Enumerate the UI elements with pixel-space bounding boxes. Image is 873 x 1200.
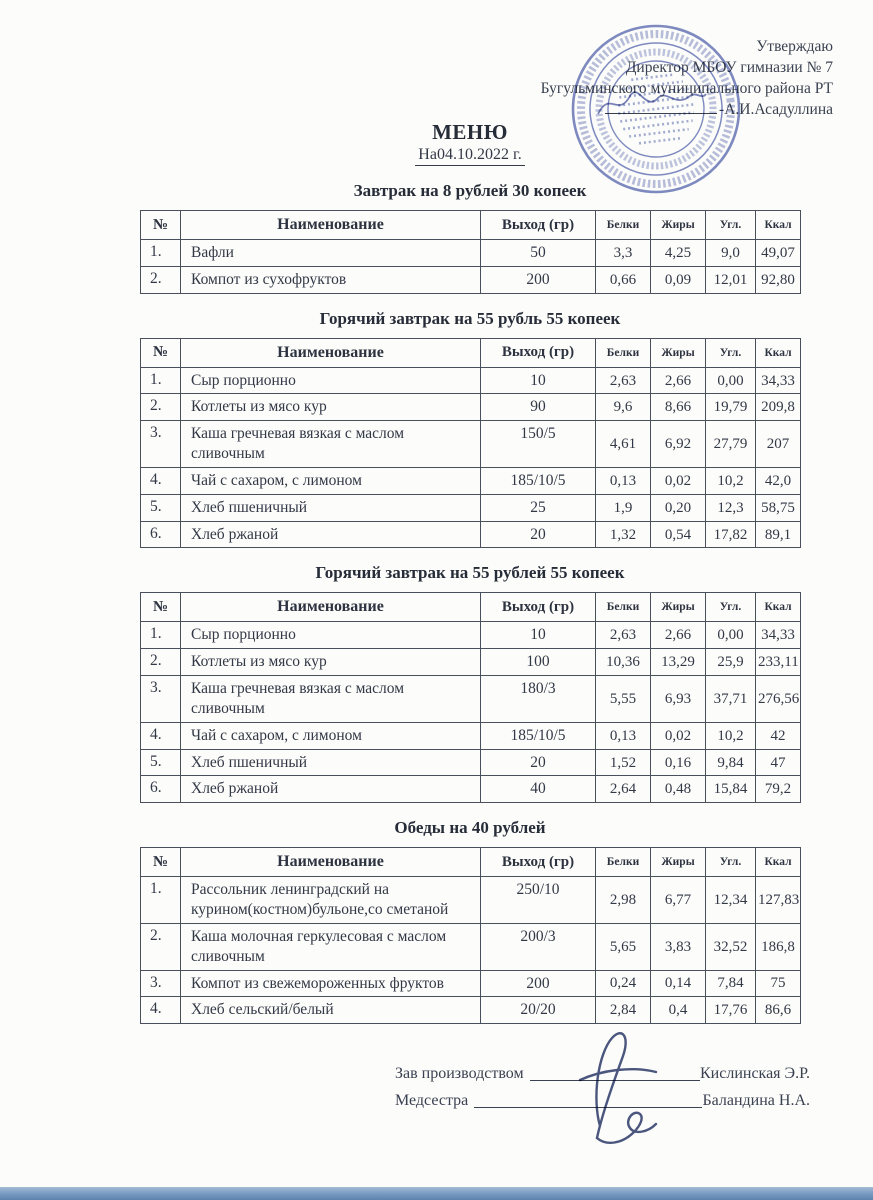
tables-root — [0, 181, 873, 1024]
value-cell: 3. — [141, 970, 181, 997]
value-cell: 4,25 — [651, 240, 706, 267]
value-cell: 7,84 — [706, 970, 756, 997]
value-cell: 19,79 — [706, 394, 756, 421]
table-row — [141, 266, 801, 293]
menu-table — [140, 210, 801, 294]
value-cell: 34,33 — [756, 622, 801, 649]
value-cell: 4,61 — [596, 421, 651, 468]
value-cell: 17,82 — [706, 521, 756, 548]
signature-underline — [605, 100, 717, 114]
scan-edge-strip — [0, 1187, 873, 1200]
value-cell: 49,07 — [756, 240, 801, 267]
value-cell: 6,93 — [651, 676, 706, 723]
value-cell: 40 — [481, 776, 596, 803]
value-cell: 75 — [756, 970, 801, 997]
value-cell: 92,80 — [756, 266, 801, 293]
menu-date — [140, 146, 800, 166]
production-manager-name: Кислинская Э.Р. — [700, 1065, 810, 1083]
column-header: Угл. — [706, 211, 756, 240]
column-header: Наименование — [181, 338, 481, 367]
dish-name-cell: Котлеты из мясо кур — [181, 394, 481, 421]
column-header: № — [141, 338, 181, 367]
dish-name-cell: Компот из свежемороженных фруктов — [181, 970, 481, 997]
table-row — [141, 367, 801, 394]
value-cell: 10 — [481, 367, 596, 394]
value-cell: 1. — [141, 877, 181, 924]
value-cell: 79,2 — [756, 776, 801, 803]
column-header: Белки — [596, 848, 651, 877]
value-cell: 200/3 — [481, 923, 596, 970]
column-header: Выход (гр) — [481, 211, 596, 240]
value-cell: 20 — [481, 749, 596, 776]
value-cell: 185/10/5 — [481, 467, 596, 494]
menu-table-section — [0, 181, 873, 294]
value-cell: 5,65 — [596, 923, 651, 970]
column-header: Жиры — [651, 848, 706, 877]
dish-name-cell: Хлеб ржаной — [181, 776, 481, 803]
table-row — [141, 676, 801, 723]
value-cell: 0,66 — [596, 266, 651, 293]
table-title: Завтрак на 8 рублей 30 копеек — [353, 181, 587, 200]
value-cell: 9,84 — [706, 749, 756, 776]
value-cell: 12,3 — [706, 494, 756, 521]
dish-name-cell: Хлеб пшеничный — [181, 494, 481, 521]
table-row — [141, 240, 801, 267]
value-cell: 12,01 — [706, 266, 756, 293]
value-cell: 3. — [141, 676, 181, 723]
table-header-row — [141, 211, 801, 240]
value-cell: 2,64 — [596, 776, 651, 803]
value-cell: 10 — [481, 622, 596, 649]
value-cell: 0,16 — [651, 749, 706, 776]
dish-name-cell: Чай с сахаром, с лимоном — [181, 722, 481, 749]
value-cell: 180/3 — [481, 676, 596, 723]
dish-name-cell: Котлеты из мясо кур — [181, 649, 481, 676]
column-header: Жиры — [651, 211, 706, 240]
menu-table — [140, 847, 801, 1024]
value-cell: 2,66 — [651, 367, 706, 394]
value-cell: 185/10/5 — [481, 722, 596, 749]
value-cell: 186,8 — [756, 923, 801, 970]
value-cell: 0,02 — [651, 722, 706, 749]
column-header: Белки — [596, 211, 651, 240]
value-cell: 0,54 — [651, 521, 706, 548]
approval-line: Бугульминского муниципального района РТ — [540, 80, 833, 97]
value-cell: 150/5 — [481, 421, 596, 468]
production-manager-label: Зав производством — [395, 1065, 524, 1083]
value-cell: 127,83 — [756, 877, 801, 924]
table-title: Обеды на 40 рублей — [394, 818, 546, 838]
value-cell: 0,4 — [651, 997, 706, 1024]
dish-name-cell: Каша гречневая вязкая с маслом сливочным — [181, 421, 481, 468]
value-cell: 1,32 — [596, 521, 651, 548]
column-header: Белки — [596, 593, 651, 622]
column-header: № — [141, 848, 181, 877]
value-cell: 0,14 — [651, 970, 706, 997]
value-cell: 1,52 — [596, 749, 651, 776]
nurse-line — [395, 1085, 810, 1112]
value-cell: 2. — [141, 923, 181, 970]
value-cell: 13,29 — [651, 649, 706, 676]
table-title: Горячий завтрак на 55 рубль 55 копеек — [319, 308, 621, 328]
value-cell: 1,9 — [596, 494, 651, 521]
value-cell: 1. — [141, 367, 181, 394]
menu-table-section — [0, 818, 873, 1024]
value-cell: 233,11 — [756, 649, 801, 676]
table-row — [141, 394, 801, 421]
value-cell: 3,83 — [651, 923, 706, 970]
column-header: Угл. — [706, 593, 756, 622]
dish-name-cell: Хлеб ржаной — [181, 521, 481, 548]
value-cell: 3,3 — [596, 240, 651, 267]
column-header: Выход (гр) — [481, 593, 596, 622]
column-header: Угл. — [706, 338, 756, 367]
column-header: № — [141, 211, 181, 240]
value-cell: 3. — [141, 421, 181, 468]
value-cell: 12,34 — [706, 877, 756, 924]
value-cell: 0,24 — [596, 970, 651, 997]
dish-name-cell: Сыр порционно — [181, 367, 481, 394]
dish-name-cell: Чай с сахаром, с лимоном — [181, 467, 481, 494]
value-cell: 20/20 — [481, 997, 596, 1024]
director-name: -А.И.Асадуллина — [719, 101, 833, 118]
value-cell: 2,84 — [596, 997, 651, 1024]
table-row — [141, 776, 801, 803]
value-cell: 250/10 — [481, 877, 596, 924]
signature-underline — [474, 1093, 702, 1108]
value-cell: 86,6 — [756, 997, 801, 1024]
value-cell: 25 — [481, 494, 596, 521]
column-header: Ккал — [756, 338, 801, 367]
value-cell: 2,66 — [651, 622, 706, 649]
value-cell: 20 — [481, 521, 596, 548]
value-cell: 50 — [481, 240, 596, 267]
approval-line: Утверждаю — [756, 38, 833, 55]
value-cell: 6. — [141, 776, 181, 803]
column-header: Жиры — [651, 338, 706, 367]
column-header: Ккал — [756, 211, 801, 240]
dish-name-cell: Хлеб сельский/белый — [181, 997, 481, 1024]
dish-name-cell: Компот из сухофруктов — [181, 266, 481, 293]
signature-underline — [530, 1066, 700, 1081]
column-header: Жиры — [651, 593, 706, 622]
table-row — [141, 421, 801, 468]
value-cell: 17,76 — [706, 997, 756, 1024]
table-row — [141, 923, 801, 970]
table-row — [141, 649, 801, 676]
value-cell: 2. — [141, 394, 181, 421]
value-cell: 0,48 — [651, 776, 706, 803]
value-cell: 200 — [481, 266, 596, 293]
value-cell: 5,55 — [596, 676, 651, 723]
approval-block — [541, 36, 833, 120]
value-cell: 9,0 — [706, 240, 756, 267]
column-header: Ккал — [756, 593, 801, 622]
value-cell: 2,63 — [596, 622, 651, 649]
value-cell: 209,8 — [756, 394, 801, 421]
value-cell: 0,02 — [651, 467, 706, 494]
value-cell: 90 — [481, 394, 596, 421]
value-cell: 5. — [141, 749, 181, 776]
value-cell: 2,98 — [596, 877, 651, 924]
dish-name-cell: Каша гречневая вязкая с маслом сливочным — [181, 676, 481, 723]
value-cell: 9,6 — [596, 394, 651, 421]
value-cell: 89,1 — [756, 521, 801, 548]
value-cell: 8,66 — [651, 394, 706, 421]
nurse-label: Медсестра — [395, 1092, 469, 1110]
dish-name-cell: Каша молочная геркулесовая с маслом сливочным — [181, 923, 481, 970]
value-cell: 42 — [756, 722, 801, 749]
value-cell: 207 — [756, 421, 801, 468]
value-cell: 37,71 — [706, 676, 756, 723]
dish-name-cell: Хлеб пшеничный — [181, 749, 481, 776]
value-cell: 34,33 — [756, 367, 801, 394]
value-cell: 15,84 — [706, 776, 756, 803]
table-header-row — [141, 593, 801, 622]
page-title: МЕНЮ — [432, 120, 508, 144]
column-header: № — [141, 593, 181, 622]
value-cell: 58,75 — [756, 494, 801, 521]
value-cell: 0,00 — [706, 622, 756, 649]
table-row — [141, 467, 801, 494]
value-cell: 32,52 — [706, 923, 756, 970]
menu-table-section — [0, 563, 873, 803]
value-cell: 5. — [141, 494, 181, 521]
value-cell: 10,36 — [596, 649, 651, 676]
menu-table-section — [0, 309, 873, 549]
table-row — [141, 997, 801, 1024]
menu-table — [140, 592, 801, 803]
value-cell: 276,56 — [756, 676, 801, 723]
nurse-name: Баландина Н.А. — [702, 1092, 810, 1110]
document-content — [0, 116, 873, 1112]
value-cell: 25,9 — [706, 649, 756, 676]
menu-date-text: На04.10.2022 г. — [415, 146, 524, 166]
value-cell: 0,13 — [596, 467, 651, 494]
table-header-row — [141, 338, 801, 367]
value-cell: 1. — [141, 240, 181, 267]
value-cell: 10,2 — [706, 467, 756, 494]
table-row — [141, 521, 801, 548]
table-row — [141, 622, 801, 649]
value-cell: 0,20 — [651, 494, 706, 521]
value-cell: 2. — [141, 649, 181, 676]
value-cell: 4. — [141, 467, 181, 494]
value-cell: 0,13 — [596, 722, 651, 749]
table-title: Горячий завтрак на 55 рублей 55 копеек — [315, 563, 625, 583]
table-row — [141, 749, 801, 776]
column-header: Угл. — [706, 848, 756, 877]
column-header: Выход (гр) — [481, 338, 596, 367]
dish-name-cell: Рассольник ленинградский на курином(костном)бульоне,со сметаной — [181, 877, 481, 924]
column-header: Наименование — [181, 593, 481, 622]
approval-line: Директор МБОУ гимназии № 7 — [625, 59, 833, 76]
value-cell: 42,0 — [756, 467, 801, 494]
column-header: Наименование — [181, 211, 481, 240]
value-cell: 0,09 — [651, 266, 706, 293]
table-row — [141, 877, 801, 924]
value-cell: 2,63 — [596, 367, 651, 394]
value-cell: 100 — [481, 649, 596, 676]
value-cell: 0,00 — [706, 367, 756, 394]
value-cell: 4. — [141, 997, 181, 1024]
dish-name-cell: Сыр порционно — [181, 622, 481, 649]
column-header: Наименование — [181, 848, 481, 877]
table-header-row — [141, 848, 801, 877]
value-cell: 200 — [481, 970, 596, 997]
dish-name-cell: Вафли — [181, 240, 481, 267]
table-row — [141, 970, 801, 997]
table-row — [141, 722, 801, 749]
signature-footer — [395, 1058, 810, 1112]
value-cell: 47 — [756, 749, 801, 776]
production-manager-line — [395, 1058, 810, 1085]
column-header: Выход (гр) — [481, 848, 596, 877]
column-header: Белки — [596, 338, 651, 367]
value-cell: 27,79 — [706, 421, 756, 468]
table-row — [141, 494, 801, 521]
value-cell: 6. — [141, 521, 181, 548]
value-cell: 6,92 — [651, 421, 706, 468]
value-cell: 1. — [141, 622, 181, 649]
column-header: Ккал — [756, 848, 801, 877]
value-cell: 2. — [141, 266, 181, 293]
value-cell: 4. — [141, 722, 181, 749]
value-cell: 10,2 — [706, 722, 756, 749]
menu-table — [140, 338, 801, 549]
value-cell: 6,77 — [651, 877, 706, 924]
